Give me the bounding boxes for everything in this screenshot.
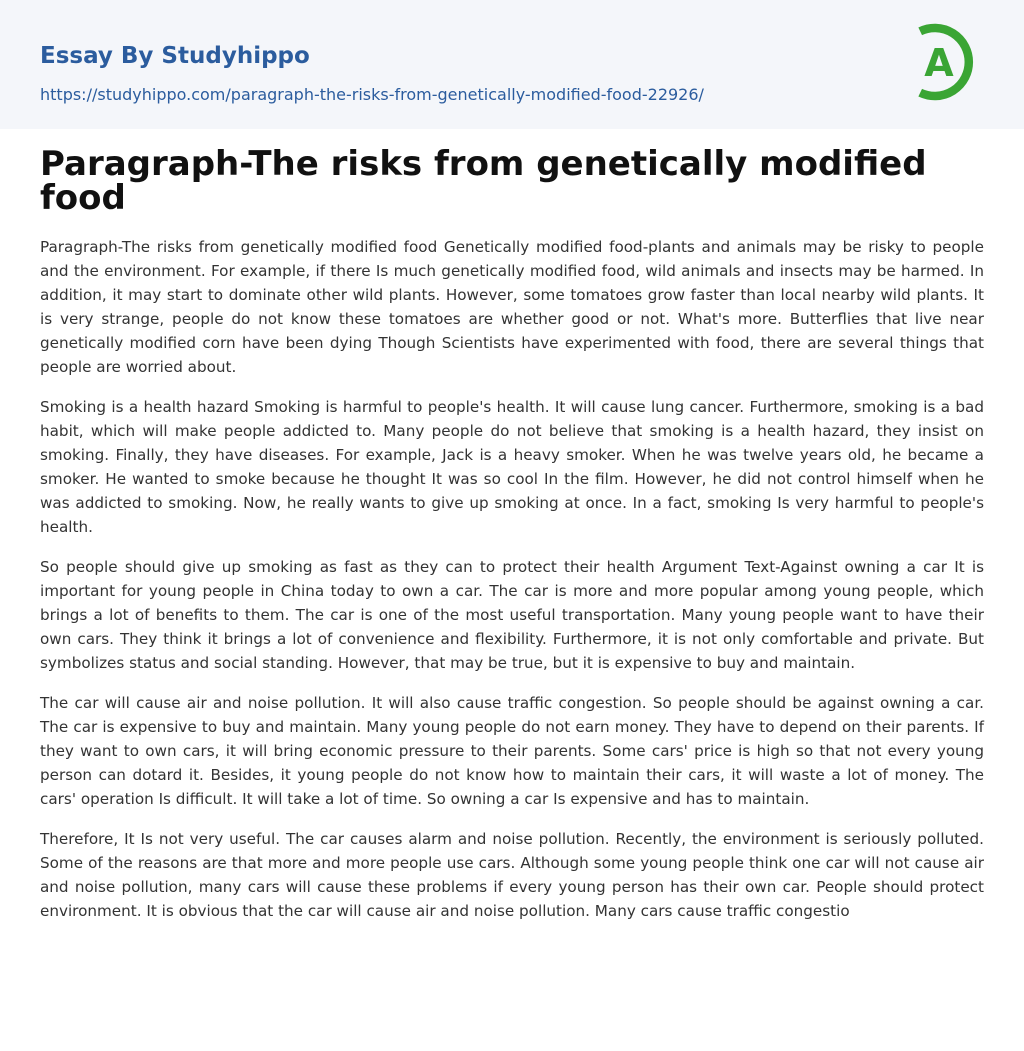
essay-paragraph: Paragraph-The risks from genetically modified food Genetically modified food-plants and animals may be risky to people and the environment. For example, if there Is much genetically modified food, wild animals and insects may be harmed. In addition, it may start to dominate other wild plants. However, some tomatoes grow faster than local nearby wild plants. It is very strange, people do not know these tomatoes are whether good or not. What's more. Butterflies that live near genetically modified corn have been dying Though Scientists have experimented with food, there are several things that people are worried about. [40,238,984,376]
article [0,144,1024,923]
essay-paragraph: The car will cause air and noise pollution. It will also cause traffic congestion. So people should be against owning a car. The car is expensive to buy and maintain. Many young people do not earn money. They have to depend on their parents. If they want to own cars, it will bring economic pressure to their parents. Some cars' price is high so that not every young person can dotard it. Besides, it young people do not know how to maintain their cars, it will waste a lot of money. The cars' operation Is difficult. It will take a lot of time. So owning a car Is expensive and has to maintain. [40,694,984,808]
essay-paragraph: Smoking is a health hazard Smoking is harmful to people's health. It will cause lung cancer. Furthermore, smoking is a bad habit, which will make people addicted to. Many people do not believe that smoking is a health hazard, they insist on smoking. Finally, they have diseases. For example, Jack is a heavy smoker. When he was twelve years old, he became a smoker. He wanted to smoke because he thought It was so cool In the film. However, he did not control himself when he was addicted to smoking. Now, he really wants to give up smoking at once. In a fact, smoking Is very harmful to people's health. [40,398,984,536]
site-title[interactable]: Essay By Studyhippo [40,43,310,69]
source-url-link[interactable]: https://studyhippo.com/paragraph-the-risks-from-genetically-modified-food-22926/ [40,85,704,104]
logo-letter: A [924,41,954,85]
page-title: Paragraph-The risks from genetically modified food [40,144,927,218]
essay-paragraph: So people should give up smoking as fast as they can to protect their health Argument Text-Against owning a car It is important for young people in China today to own a car. The car is more and more popular among young people, which brings a lot of benefits to them. The car is one of the most useful transportation. Many young people want to have their own cars. They think it brings a lot of convenience and flexibility. Furthermore, it is not only comfortable and private. But symbolizes status and social standing. However, that may be true, but it is expensive to buy and maintain. [40,558,984,672]
essay-paragraph: Therefore, It Is not very useful. The car causes alarm and noise pollution. Recently, the environment is seriously polluted. Some of the reasons are that more and more people use cars. Although some young people think one car will not cause air and noise pollution, many cars will cause these problems if every young person has their own car. People should protect environment. It is obvious that the car will cause air and noise pollution. Many cars cause traffic congestio [40,830,984,920]
studyhippo-logo-icon[interactable] [912,19,986,105]
site-header [0,0,1024,129]
